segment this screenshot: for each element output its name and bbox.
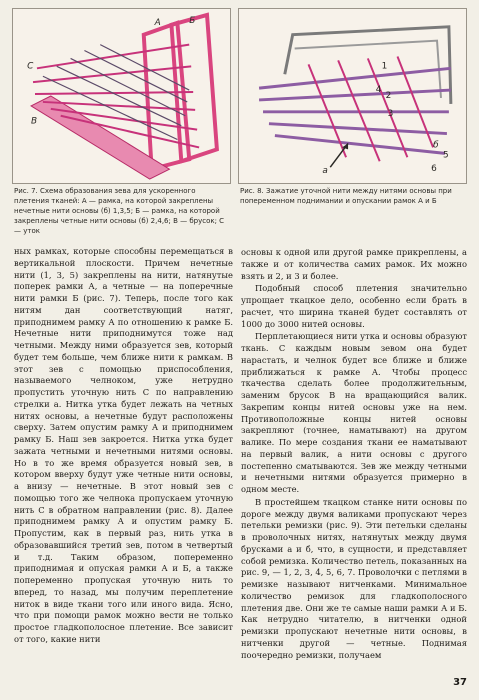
paragraph: Подобный способ плетения значительно упрощает ткацкое дело, особенно если брать в расчет, что ширина тканей будет составлять от 1000 до 3000 нитей основы. <box>241 283 467 329</box>
label-A: А <box>154 17 161 28</box>
label-1: 1 <box>381 61 388 72</box>
label-S: С <box>27 61 34 72</box>
label-3: 3 <box>387 108 394 119</box>
label-2: 2 <box>385 90 392 101</box>
label-6: 6 <box>431 164 437 175</box>
figure-7-illustration <box>13 9 230 183</box>
paragraph: основы к одной или другой рамке прикреплены, а также и от количества самих рамок. Их можно взять и 2, и 3 и более. <box>241 247 467 281</box>
label-b: б <box>433 140 439 151</box>
label-V: В <box>31 116 38 127</box>
page-number: 37 <box>453 677 467 688</box>
right-text-column <box>241 247 467 661</box>
figure-8-caption: Рис. 8. Зажатие уточной нити между нитями основы при попеременном поднимании и опускании рамок А и Б <box>240 187 452 205</box>
paragraph: ных рамках, которые способны перемещаться в вертикальной плоскости. Причем нечетные нити (1, 3, 5) закреплены на нити, натянутые поперек рамки А, а четные — на поперечные нити рамки Б (рис. 7). Теперь, после того как нитям дан соответствующий натяг, приподнимем рамку А по отношению к рамке Б. Нечетные нити приподнимутся тоже над четными. Между ними образуется зев, который будет тем больше, чем ближе нити к рамкам. В этот зев с помощью приспособления, называемого челноком, уже нетрудно пропустить уточную нить С по направлению стрелки а. Нитка утка будет лежать на четных нитях основы, а нечетные будут расположены сверху. Затем опустим рамку А и приподнимем рамку Б. Наш зев закроется. Нитка утка будет зажата четными и нечетными нитями основы. Но в то же время образуется новый зев, в котором вверху будут уже четные нити основы, а внизу — нечетные. В этот новый зев с помощью того же челнока пропускаем уточную нить С в обратном направлении (рис. 8). Далее приподнимем рамку А и опустим рамку Б. Пропустим, как в первый раз, нить утка в образовавшийся третий зев, потом в четвертый и т.д. Таким образом, попеременно приподнимая и опуская рамки А и Б, а также попеременно пропуская уточную нить то вперед, то назад, мы получим переплетение ниток в виде ткани того или иного вида. Ясно, что при помощи рамок можно вести не только простое гладкополосное плетение. Все зависит от того, какие нити <box>14 246 233 644</box>
paragraph: В простейшем ткацком станке нити основы по дороге между двумя валиками пропускают через петельки ремизки (рис. 9). Эти петельки сделаны в проволочных нитях, натянутых между двумя брусками а и б, что, в сущности, и представляет собой ремизка. Количество петель, показанных на рис. 9, — 1, 2, 3, 4, 5, 6, 7. Проволочки с петлями в ремизке называют нитченками. Минимальное количество ремизок для гладкополосного плетения две. Они же те самые наши рамки А и Б. Как нетрудно читателю, в нитченки одной ремизки пропускают нечетные нити основы, в нитченки другой — четные. Поднимая поочередно ремизки, получаем <box>241 496 467 660</box>
label-5: 5 <box>442 150 449 161</box>
paragraph: Перплетающиеся нити утка и основы образуют ткань. С каждым новым зевом она будет нарастать, и челнок будет все ближе и ближе приближаться к рамке А. Чтобы процесс ткачества сделать более продолжительным, заменим брусок В на вращающийся валик. Закрепим концы нитей основы уже на нем. Противоположные концы нитей основы закрепляют (точнее, наматывают) на другом валике. По мере создания ткани ее наматывают на первый валик, а нити основы с другого постепенно сматываются. Зев же между четными и нечетными нитями образуется примерно в одном месте. <box>241 331 467 494</box>
figure-7-frame-diagram <box>12 8 231 184</box>
figure-8-illustration <box>239 9 466 183</box>
left-text-column <box>14 246 233 646</box>
label-B: Б <box>189 15 196 26</box>
label-a: а <box>322 166 328 177</box>
label-4: 4 <box>375 85 382 96</box>
figure-7-caption: Рис. 7. Схема образования зева для ускоренного плетения тканей: А — рамка, на которой закреплены нечетные нити основы (б) 1,3,5; Б — рамка, на которой закреплены четные нити основы (б) 2,4,6; В — брусок; С — уток <box>14 187 225 235</box>
figure-8-weave-diagram <box>238 8 467 184</box>
